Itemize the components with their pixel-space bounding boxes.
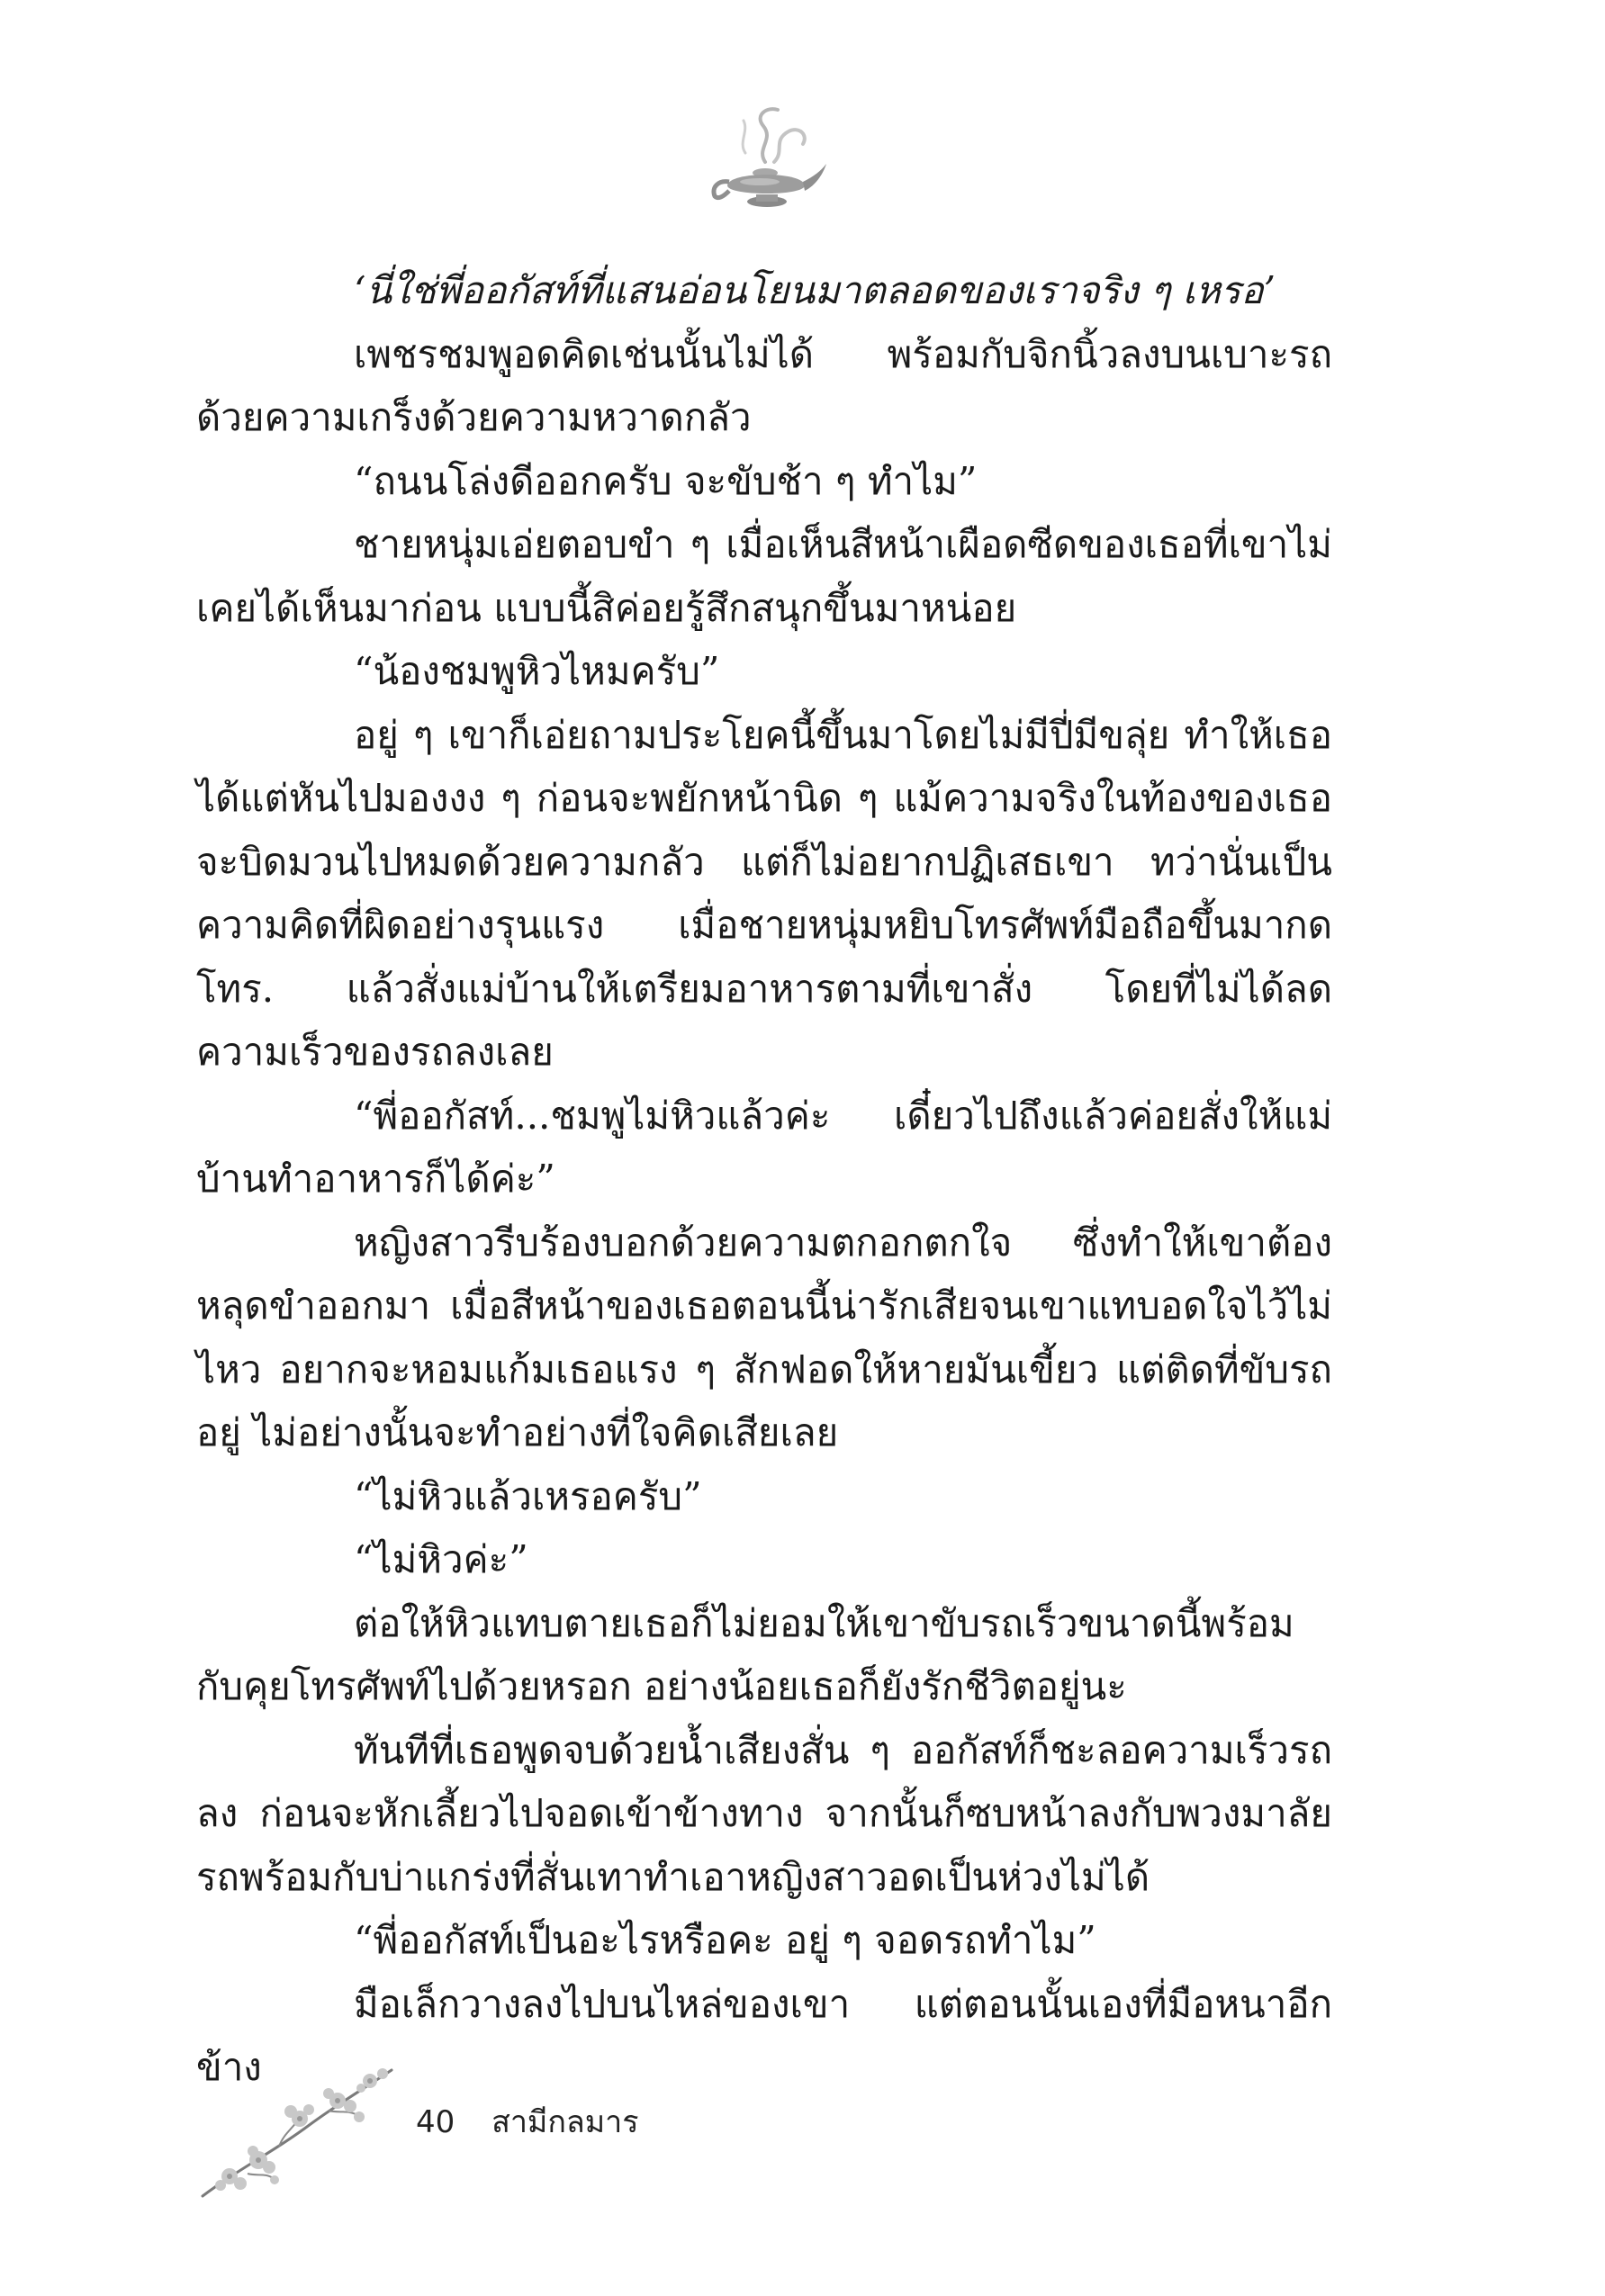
paragraph: “น้องชมพูหิวไหมครับ”	[354, 649, 720, 693]
paragraph: อยู่ ๆ เขาก็เอ่ยถามประโยคนี้ขึ้นมาโดยไม่มีปี่มีขลุ่ย ทำให้เธอได้แต่หันไปมองงง ๆ ก่อนจะพยักหน้านิด ๆ แม้ความจริงในท้องของเธอจะบิดมวนไปหมดด้วยความกลัว แต่ก็ไม่อยากปฏิเสธเขา ทว่านั่นเป็นความคิดที่ผิดอย่างรุนแรง เมื่อชายหนุ่มหยิบโทรศัพท์มือถือขึ้นมากดโทร. แล้วสั่งแม่บ้านให้เตรียมอาหารตามที่เขาสั่ง โดยที่ไม่ได้ลดความเร็วของรถลงเลย	[196, 712, 1332, 1074]
paragraph: ต่อให้หิวแทบตายเธอก็ไม่ยอมให้เขาขับรถเร็วขนาดนี้พร้อมกับคุยโทรศัพท์ไปด้วยหรอก อย่างน้อยเธอก็ยังรักชีวิตอยู่นะ	[196, 1600, 1294, 1708]
paragraph: “พี่ออกัสท์เป็นอะไรหรือคะ อยู่ ๆ จอดรถทำไม”	[354, 1918, 1096, 1962]
paragraph: เพชรชมพูอดคิดเช่นนั้นไม่ได้ พร้อมกับจิกนิ้วลงบนเบาะรถด้วยความเกร็งด้วยความหวาดกลัว	[196, 331, 1332, 439]
body-text	[196, 259, 1332, 2100]
inner-thought-paragraph: ‘นี่ใช่พี่ออกัสท์ที่แสนอ่อนโยนมาตลอดของเราจริง ๆ เหรอ’	[354, 268, 1276, 312]
paragraph: “ไม่หิวแล้วเหรอครับ”	[354, 1473, 702, 1518]
paragraph: ทันทีที่เธอพูดจบด้วยน้ำเสียงสั่น ๆ ออกัสท์ก็ชะลอความเร็วรถลง ก่อนจะหักเลี้ยวไปจอดเข้าข้างทาง จากนั้นก็ซบหน้าลงกับพวงมาลัยรถพร้อมกับบ่าแกร่งที่สั่นเทาทำเอาหญิงสาวอดเป็นห่วงไม่ได้	[196, 1727, 1332, 1899]
paragraph: ชายหนุ่มเอ่ยตอบขำ ๆ เมื่อเห็นสีหน้าเผือดซีดของเธอที่เขาไม่เคยได้เห็นมาก่อน แบบนี้สิค่อยรู้สึกสนุกขึ้นมาหน่อย	[196, 522, 1332, 630]
paragraph: หญิงสาวรีบร้องบอกด้วยความตกอกตกใจ ซึ่งทำให้เขาต้องหลุดขำออกมา เมื่อสีหน้าของเธอตอนนี้น่ารักเสียจนเขาแทบอดใจไว้ไม่ไหว อยากจะหอมแก้มเธอแรง ๆ สักฟอดให้หายมันเขี้ยว แต่ติดที่ขับรถอยู่ ไม่อย่างนั้นจะทำอย่างที่ใจคิดเสียเลย	[196, 1220, 1332, 1454]
page-footer	[416, 2097, 639, 2146]
paragraph: “พี่ออกัสท์...ชมพูไม่หิวแล้วค่ะ เดี๋ยวไปถึงแล้วค่อยสั่งให้แม่บ้านทำอาหารก็ได้ค่ะ”	[196, 1093, 1332, 1201]
genie-lamp-icon	[702, 99, 828, 221]
paragraph: “ถนนโล่งดีออกครับ จะขับช้า ๆ ทำไม”	[354, 458, 978, 503]
book-title: สามีกลมาร	[491, 2104, 639, 2140]
paragraph: มือเล็กวางลงไปบนไหล่ของเขา แต่ตอนนั้นเองที่มือหนาอีกข้าง	[196, 1981, 1332, 2089]
blossom-branch-icon	[194, 2061, 401, 2205]
page-number: 40	[416, 2104, 455, 2140]
paragraph: “ไม่หิวค่ะ”	[354, 1537, 528, 1581]
